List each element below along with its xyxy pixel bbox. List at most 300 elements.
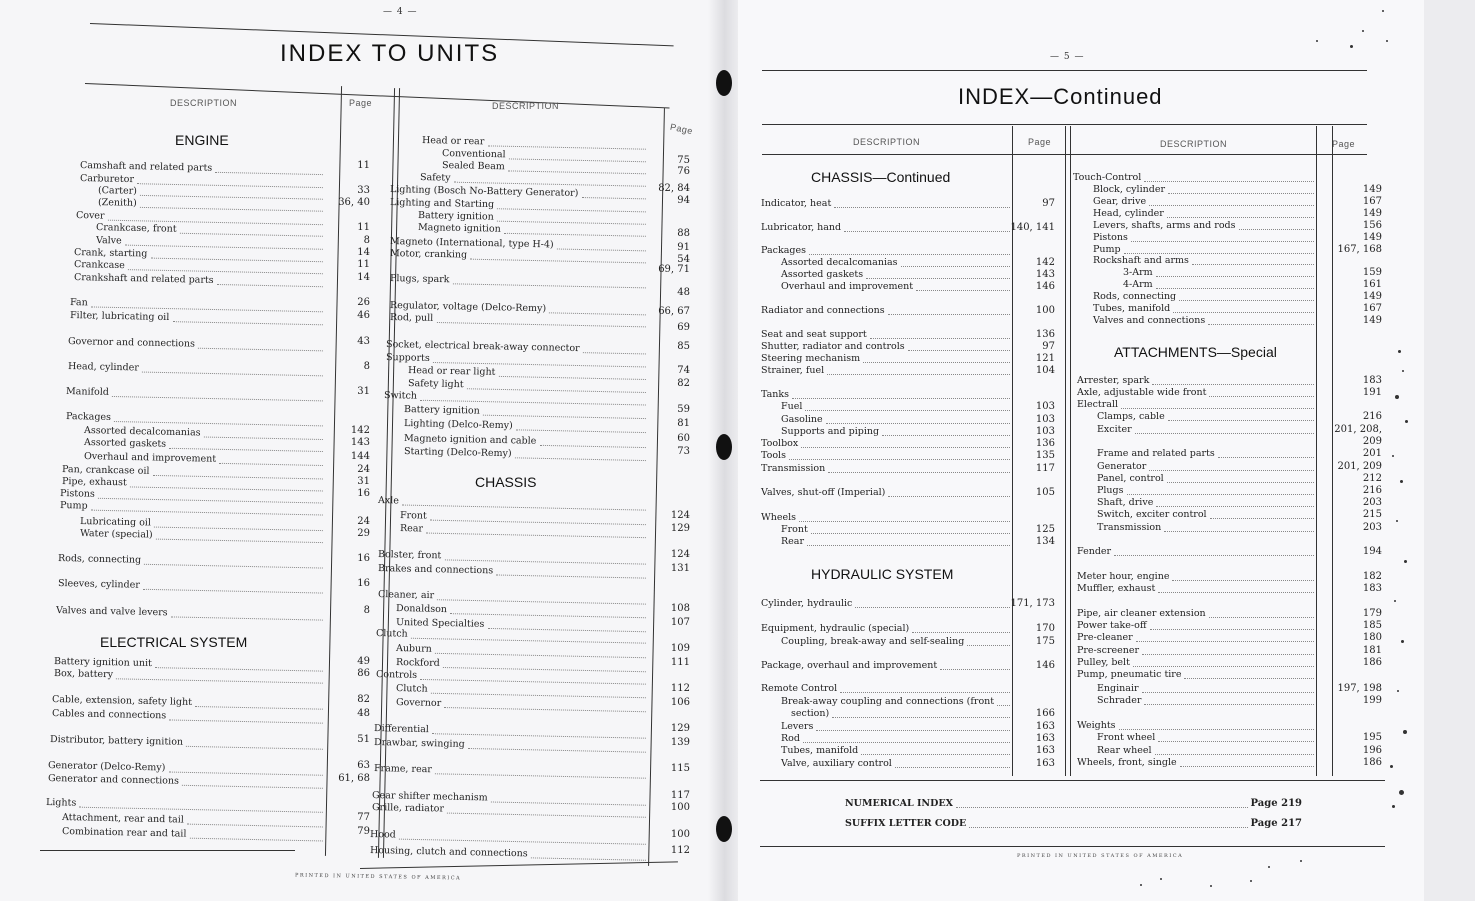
binder-hole-bottom xyxy=(716,816,732,842)
right-lower-rule xyxy=(760,780,1385,781)
print-speck xyxy=(1400,480,1403,483)
index-entry-page: 117 xyxy=(670,790,690,801)
index-entry-text: Battery ignition xyxy=(417,210,494,223)
leader-dots xyxy=(1155,754,1314,755)
index-entry-text: Cleaner, air xyxy=(377,589,435,602)
index-entry-page: 100 xyxy=(1035,305,1055,316)
index-entry-description xyxy=(781,758,892,770)
leader-dots xyxy=(1172,580,1314,581)
index-entry-description xyxy=(1097,509,1207,521)
index-entry-text: Schrader xyxy=(1097,695,1142,706)
index-entry-description xyxy=(1077,657,1130,669)
leader-dots xyxy=(1142,654,1314,655)
index-entry-description xyxy=(1097,683,1139,695)
index-entry-text: Radiator and connections xyxy=(761,305,885,316)
index-entry-page: 163 xyxy=(1035,758,1055,769)
leader-dots xyxy=(832,717,1010,718)
leader-dots xyxy=(807,545,1010,546)
print-speck xyxy=(1350,45,1353,48)
index-entry-page: 11 xyxy=(357,259,370,270)
index-entry-description xyxy=(70,310,170,324)
index-entry-description xyxy=(1097,448,1215,460)
index-entry-text: Plugs, spark xyxy=(389,273,450,286)
index-entry-text: Attachment, rear and tail xyxy=(61,812,184,826)
index-entry-description xyxy=(781,733,800,745)
index-entry-page: 129 xyxy=(670,523,690,534)
index-entry-text: Package, overhaul and improvement xyxy=(761,660,938,671)
index-entry-page: 49 xyxy=(357,656,370,667)
index-entry-text: Coupling, break-away and self-sealing xyxy=(781,636,965,647)
index-entry-page: 163 xyxy=(1035,721,1055,732)
index-entry-page: 14 xyxy=(357,272,370,283)
index-entry-description xyxy=(781,414,823,426)
leader-dots xyxy=(1184,678,1314,679)
index-entry-text: section) xyxy=(791,708,830,719)
index-entry-page: 14 xyxy=(357,247,370,258)
chassis-continued-heading: CHASSIS—Continued xyxy=(811,169,951,185)
index-entry-description xyxy=(390,312,434,325)
index-entry-text: Power take-off xyxy=(1077,620,1147,631)
index-entry-page: 8 xyxy=(363,235,370,246)
index-entry-description xyxy=(1123,267,1153,279)
leader-dots xyxy=(1168,420,1314,421)
index-entry-page: 82 xyxy=(357,694,370,705)
index-entry-page: 29 xyxy=(357,528,370,539)
index-entry-page: 24 xyxy=(357,516,370,527)
index-entry-page: 124 xyxy=(670,510,690,521)
index-entry-text: Magneto ignition and cable xyxy=(403,433,537,447)
leader-dots xyxy=(789,459,1010,460)
index-entry-page: 163 xyxy=(1035,745,1055,756)
index-entry-description xyxy=(1077,620,1147,632)
leader-dots xyxy=(1218,457,1314,458)
index-entry-description xyxy=(1097,461,1146,473)
index-entry-text: Filter, lubricating oil xyxy=(69,310,170,324)
index-entry-page: 146 xyxy=(1035,281,1055,292)
index-entry-description xyxy=(386,352,430,365)
left-col2-header-page: Page xyxy=(669,121,694,137)
index-entry-text: Magneto ignition xyxy=(417,222,501,235)
index-entry-text: Rockshaft and arms xyxy=(1093,255,1189,266)
leader-dots xyxy=(1173,312,1314,313)
index-entry-text: Pistons xyxy=(1093,232,1128,243)
leader-dots xyxy=(1131,241,1314,242)
index-entry-text: Brakes and connections xyxy=(377,563,494,577)
index-entry-description xyxy=(761,450,786,462)
index-entry-description xyxy=(761,512,796,524)
left-col1-header-page: Page xyxy=(349,98,373,108)
index-entry-text: Tubes, manifold xyxy=(1093,303,1171,314)
index-entry-text: Wheels, front, single xyxy=(1077,757,1177,768)
index-entry-description xyxy=(374,723,429,736)
index-entry-text: Battery ignition unit xyxy=(53,656,153,670)
index-entry-text: Electrall xyxy=(1077,399,1119,410)
index-entry-description xyxy=(761,245,806,257)
index-entry-page: 209 xyxy=(1362,436,1382,447)
index-entry-description xyxy=(80,173,134,186)
leader-dots xyxy=(1179,300,1314,301)
leader-dots xyxy=(1209,617,1314,618)
index-entry-text: Tanks xyxy=(761,389,790,400)
index-entry-text: Break-away coupling and connections (front xyxy=(781,696,995,707)
index-entry-text: NUMERICAL INDEX xyxy=(845,798,953,809)
index-entry-description xyxy=(84,437,166,451)
index-entry-text: Weights xyxy=(1077,720,1116,731)
index-entry-text: Donaldson xyxy=(395,603,448,616)
leader-dots xyxy=(1136,641,1314,642)
index-entry-page: 212 xyxy=(1362,473,1382,484)
index-entry-page: 149 xyxy=(1362,315,1382,326)
index-entry-text: Rod xyxy=(781,733,800,744)
index-entry-text: Tools xyxy=(761,450,786,461)
index-entry-page: 36, 40 xyxy=(338,197,370,208)
index-entry-page: 194 xyxy=(1362,546,1382,557)
index-entry-text: Water (special) xyxy=(79,528,153,541)
index-entry-page: 66, 67 xyxy=(658,306,690,317)
index-entry-description xyxy=(52,708,166,722)
index-entry-description xyxy=(1097,485,1124,497)
index-entry-text: Supports and piping xyxy=(781,426,880,437)
index-entry-page: 201 xyxy=(1362,448,1382,459)
index-entry-page: 124 xyxy=(670,549,690,560)
index-entry-page: 54 xyxy=(677,254,690,265)
right-col1-header-page: Page xyxy=(1028,137,1052,147)
index-entry-page: 121 xyxy=(1035,353,1055,364)
index-entry-description xyxy=(74,259,125,272)
binder-hole-middle xyxy=(716,434,732,460)
index-entry-text: Pan, crankcase oil xyxy=(61,464,150,477)
leader-dots xyxy=(861,754,1010,755)
index-entry-page: 180 xyxy=(1362,632,1382,643)
index-entry-description xyxy=(400,510,427,523)
index-entry-text: Crank, starting xyxy=(73,247,148,260)
index-entry-page: 136 xyxy=(1035,438,1055,449)
leader-dots xyxy=(1149,470,1314,471)
leader-dots xyxy=(1133,666,1314,667)
index-entry-description xyxy=(66,386,109,399)
index-entry-text: Transmission xyxy=(1097,522,1162,533)
print-speck xyxy=(1140,884,1142,886)
index-entry-text: Distributor, battery ignition xyxy=(49,734,184,748)
index-entry-text: Levers, shafts, arms and rods xyxy=(1093,220,1236,231)
index-entry-description xyxy=(781,281,913,293)
leader-dots xyxy=(1210,518,1314,519)
index-entry-text: Plugs xyxy=(1097,485,1124,496)
right-column-divider-a xyxy=(1065,126,1066,776)
index-entry-text: Magneto (International, type H-4) xyxy=(389,236,554,251)
index-entry-page: 16 xyxy=(357,553,370,564)
index-entry-page: 112 xyxy=(670,845,690,856)
index-entry-page: 186 xyxy=(1362,757,1382,768)
index-entry-text: Tubes, manifold xyxy=(781,745,859,756)
index-entry-page: 185 xyxy=(1362,620,1382,631)
index-entry-page: 135 xyxy=(1035,450,1055,461)
chassis-heading: CHASSIS xyxy=(475,474,537,490)
print-speck xyxy=(1268,866,1270,868)
right-page-number: — 5 — xyxy=(1050,52,1085,62)
index-entry-page: 103 xyxy=(1035,414,1055,425)
index-entry-text: Bolster, front xyxy=(377,549,442,562)
leader-dots xyxy=(997,705,1010,706)
index-entry-text: Hood xyxy=(369,829,396,841)
index-entry-text: Touch-Control xyxy=(1073,172,1142,183)
index-entry-page: 48 xyxy=(677,287,690,298)
index-entry-text: Rods, connecting xyxy=(57,553,142,566)
index-entry-text: Pre-cleaner xyxy=(1077,632,1133,643)
index-entry-text: Generator and connections xyxy=(47,773,180,787)
index-entry-text: Gear, drive xyxy=(1093,196,1147,207)
index-entry-text: Front xyxy=(781,524,808,535)
index-entry-description xyxy=(1093,208,1164,220)
leader-dots xyxy=(940,669,1010,670)
index-entry-text: Cable, extension, safety light xyxy=(51,694,193,708)
index-entry-text: Head or rear xyxy=(421,135,485,148)
hydraulic-heading: HYDRAULIC SYSTEM xyxy=(811,566,954,582)
index-entry-page: 43 xyxy=(357,336,370,347)
index-entry-description xyxy=(422,135,485,148)
index-entry-description xyxy=(1097,473,1164,485)
index-entry-page: 85 xyxy=(677,341,690,352)
index-entry-page: 33 xyxy=(357,185,370,196)
index-entry-page: 196 xyxy=(1362,745,1382,756)
index-entry-text: Valves and valve levers xyxy=(55,605,168,619)
index-entry-description xyxy=(1077,546,1111,558)
index-entry-description xyxy=(781,401,802,413)
index-entry-description xyxy=(396,617,485,631)
print-speck xyxy=(1405,420,1408,423)
index-entry-text: Lighting and Starting xyxy=(389,197,495,211)
index-entry-description xyxy=(845,798,953,810)
index-entry-page: 144 xyxy=(350,451,370,462)
index-entry-text: Controls xyxy=(375,669,418,681)
index-entry-page: 216 xyxy=(1362,485,1382,496)
leader-dots xyxy=(1114,555,1314,556)
right-col2-page-divider-a xyxy=(1316,126,1317,776)
index-entry-text: Toolbox xyxy=(761,438,799,449)
index-entry-page: 156 xyxy=(1362,220,1382,231)
index-entry-text: Rear wheel xyxy=(1097,745,1152,756)
index-entry-text: Front xyxy=(399,510,427,522)
leader-dots xyxy=(901,266,1010,267)
index-entry-page: 16 xyxy=(357,488,370,499)
index-entry-description xyxy=(98,197,137,210)
index-entry-description xyxy=(58,553,141,567)
index-entry-page: 201, 209 xyxy=(1337,461,1382,472)
left-page-title: INDEX TO UNITS xyxy=(280,40,500,67)
leader-dots xyxy=(1142,692,1314,693)
index-entry-description xyxy=(1093,196,1146,208)
index-entry-description xyxy=(80,528,153,542)
index-entry-description xyxy=(1097,745,1152,757)
index-entry-page: 69, 71 xyxy=(658,264,690,275)
right-column-divider-b xyxy=(1070,126,1071,776)
index-entry-text: Regulator, voltage (Delco-Remy) xyxy=(389,300,547,315)
index-entry-page: 131 xyxy=(670,563,690,574)
index-entry-text: Equipment, hydraulic (special) xyxy=(761,623,910,634)
print-speck xyxy=(1382,10,1384,12)
leader-dots xyxy=(855,607,1010,608)
index-entry-description xyxy=(1077,645,1139,657)
leader-dots xyxy=(1152,384,1314,385)
print-speck xyxy=(1394,600,1396,602)
index-entry-description xyxy=(390,197,494,211)
index-entry-page: 149 xyxy=(1362,208,1382,219)
index-entry-text: Starting (Delco-Remy) xyxy=(403,446,512,460)
print-speck xyxy=(1396,520,1398,522)
index-entry-page: 163 xyxy=(1035,733,1055,744)
index-entry-text: Pre-screener xyxy=(1077,645,1140,656)
index-entry-page: 117 xyxy=(1035,463,1055,474)
index-entry-description xyxy=(376,669,417,682)
index-entry-page: 94 xyxy=(677,195,690,206)
index-entry-description xyxy=(761,438,798,450)
index-entry-page: 97 xyxy=(1042,341,1055,352)
leader-dots xyxy=(1149,205,1314,206)
leader-dots xyxy=(1119,729,1314,730)
index-entry-text: Packages xyxy=(761,245,806,256)
index-entry-text: Rods, connecting xyxy=(1093,291,1177,302)
leader-dots xyxy=(888,496,1010,497)
index-entry-text: Valves, shut-off (Imperial) xyxy=(761,487,886,498)
index-entry-description xyxy=(46,797,76,810)
index-entry-description xyxy=(408,365,496,379)
index-entry-text: Front wheel xyxy=(1097,732,1156,743)
leader-dots xyxy=(1208,324,1314,325)
index-entry-description xyxy=(1093,220,1236,232)
index-entry-page: 112 xyxy=(670,683,690,694)
index-entry-page: 11 xyxy=(357,222,370,233)
print-speck xyxy=(1390,765,1393,768)
index-entry-page: 182 xyxy=(1362,571,1382,582)
index-entry-page: 46 xyxy=(357,310,370,321)
index-entry-text: Safety light xyxy=(407,378,464,391)
index-entry-page: 63 xyxy=(357,760,370,771)
index-entry-page: 24 xyxy=(357,464,370,475)
index-entry-description xyxy=(66,411,111,424)
index-entry-text: Housing, clutch and connections xyxy=(369,845,528,860)
electrical-heading: ELECTRICAL SYSTEM xyxy=(100,634,248,650)
index-entry-text: Lighting (Bosch No-Battery Generator) xyxy=(389,184,579,199)
index-entry-text: Pulley, belt xyxy=(1077,657,1130,668)
right-top-rule xyxy=(762,70,1367,71)
index-entry-text: Assorted decalcomanias xyxy=(781,257,898,268)
index-entry-page: 100 xyxy=(670,829,690,840)
index-entry-text: 3-Arm xyxy=(1123,267,1153,278)
index-entry-description xyxy=(761,463,825,475)
index-entry-text: Assorted gaskets xyxy=(781,269,864,280)
leader-dots xyxy=(792,398,1010,399)
index-entry-text: Axle xyxy=(377,495,400,507)
index-entry-description xyxy=(1097,695,1141,707)
right-printed-note: PRINTED IN UNITED STATES OF AMERICA xyxy=(1017,853,1184,859)
binder-hole-top xyxy=(716,70,732,96)
index-entry-description xyxy=(396,643,432,656)
index-entry-description xyxy=(1077,632,1133,644)
right-page-title: INDEX—Continued xyxy=(958,84,1163,109)
leader-dots xyxy=(967,645,1010,646)
print-speck xyxy=(1397,690,1399,692)
index-entry-description xyxy=(761,341,905,353)
leader-dots xyxy=(1156,288,1314,289)
index-entry-text: Assorted gaskets xyxy=(83,437,167,450)
left-printed-note: PRINTED IN UNITED STATES OF AMERICA xyxy=(294,872,462,882)
index-entry-description xyxy=(96,235,122,248)
background-surface xyxy=(1424,0,1475,901)
left-col1-header-description: DESCRIPTION xyxy=(170,98,238,108)
index-entry-page: 106 xyxy=(670,697,690,708)
index-entry-text: Rockford xyxy=(395,657,440,669)
index-entry-page: 75 xyxy=(677,155,690,166)
index-entry-description xyxy=(781,426,879,438)
index-entry-text: Strainer, fuel xyxy=(761,365,825,376)
index-entry-page: 107 xyxy=(670,617,690,628)
index-entry-text: Cylinder, hydraulic xyxy=(761,598,853,609)
index-entry-page: 125 xyxy=(1035,524,1055,535)
print-speck xyxy=(1392,805,1395,808)
index-entry-description xyxy=(1077,757,1177,769)
leader-dots xyxy=(956,807,1248,808)
index-entry-description xyxy=(781,257,898,269)
index-entry-description xyxy=(378,549,442,562)
index-entry-page: 31 xyxy=(357,386,370,397)
leader-dots xyxy=(1158,592,1314,593)
index-entry-page: 8 xyxy=(363,361,370,372)
index-entry-page: 82 xyxy=(677,378,690,389)
index-entry-description xyxy=(1077,387,1206,399)
index-entry-text: Arrester, spark xyxy=(1077,375,1150,386)
index-entry-page: 26 xyxy=(357,297,370,308)
leader-dots xyxy=(1150,629,1314,630)
print-speck xyxy=(1404,560,1407,563)
index-entry-page: 170 xyxy=(1035,623,1055,634)
index-entry-page: 140, 141 xyxy=(1010,222,1055,233)
leader-dots xyxy=(1167,217,1314,218)
index-entry-text: Combination rear and tail xyxy=(61,826,187,840)
index-entry-text: Governor xyxy=(395,697,442,709)
index-entry-text: Battery ignition xyxy=(403,404,480,417)
index-entry-text: Socket, electrical break-away connector xyxy=(385,339,580,355)
index-entry-text: Generator (Delco-Remy) xyxy=(47,760,166,774)
index-entry-text: Gear shifter mechanism xyxy=(371,790,488,804)
leader-dots xyxy=(1192,264,1314,265)
index-entry-page: 167 xyxy=(1362,303,1382,314)
index-entry-text: Pump xyxy=(59,500,88,512)
print-speck xyxy=(1250,880,1252,882)
leader-dots xyxy=(811,533,1010,534)
index-entry-description xyxy=(1077,399,1118,411)
index-entry-page: 11 xyxy=(357,160,370,171)
index-entry-text: Drawbar, swinging xyxy=(373,737,465,750)
index-entry-page: 216 xyxy=(1362,411,1382,422)
leader-dots xyxy=(916,290,1010,291)
leader-dots xyxy=(895,767,1010,768)
index-entry-page: 171, 173 xyxy=(1010,598,1055,609)
leader-dots xyxy=(827,374,1010,375)
right-bottom-rule xyxy=(760,846,1385,847)
print-speck xyxy=(1402,370,1404,372)
index-entry-text: Pump, pneumatic tire xyxy=(1077,669,1182,680)
index-entry-description xyxy=(378,589,434,602)
index-entry-text: Fan xyxy=(69,297,88,309)
leader-dots xyxy=(840,692,1010,693)
index-entry-page: 179 xyxy=(1362,608,1382,619)
index-entry-description xyxy=(781,269,863,281)
index-entry-description xyxy=(442,160,505,173)
index-entry-text: Cables and connections xyxy=(51,708,167,722)
leader-dots xyxy=(908,350,1010,351)
leader-dots xyxy=(1127,494,1314,495)
leader-dots xyxy=(801,447,1010,448)
